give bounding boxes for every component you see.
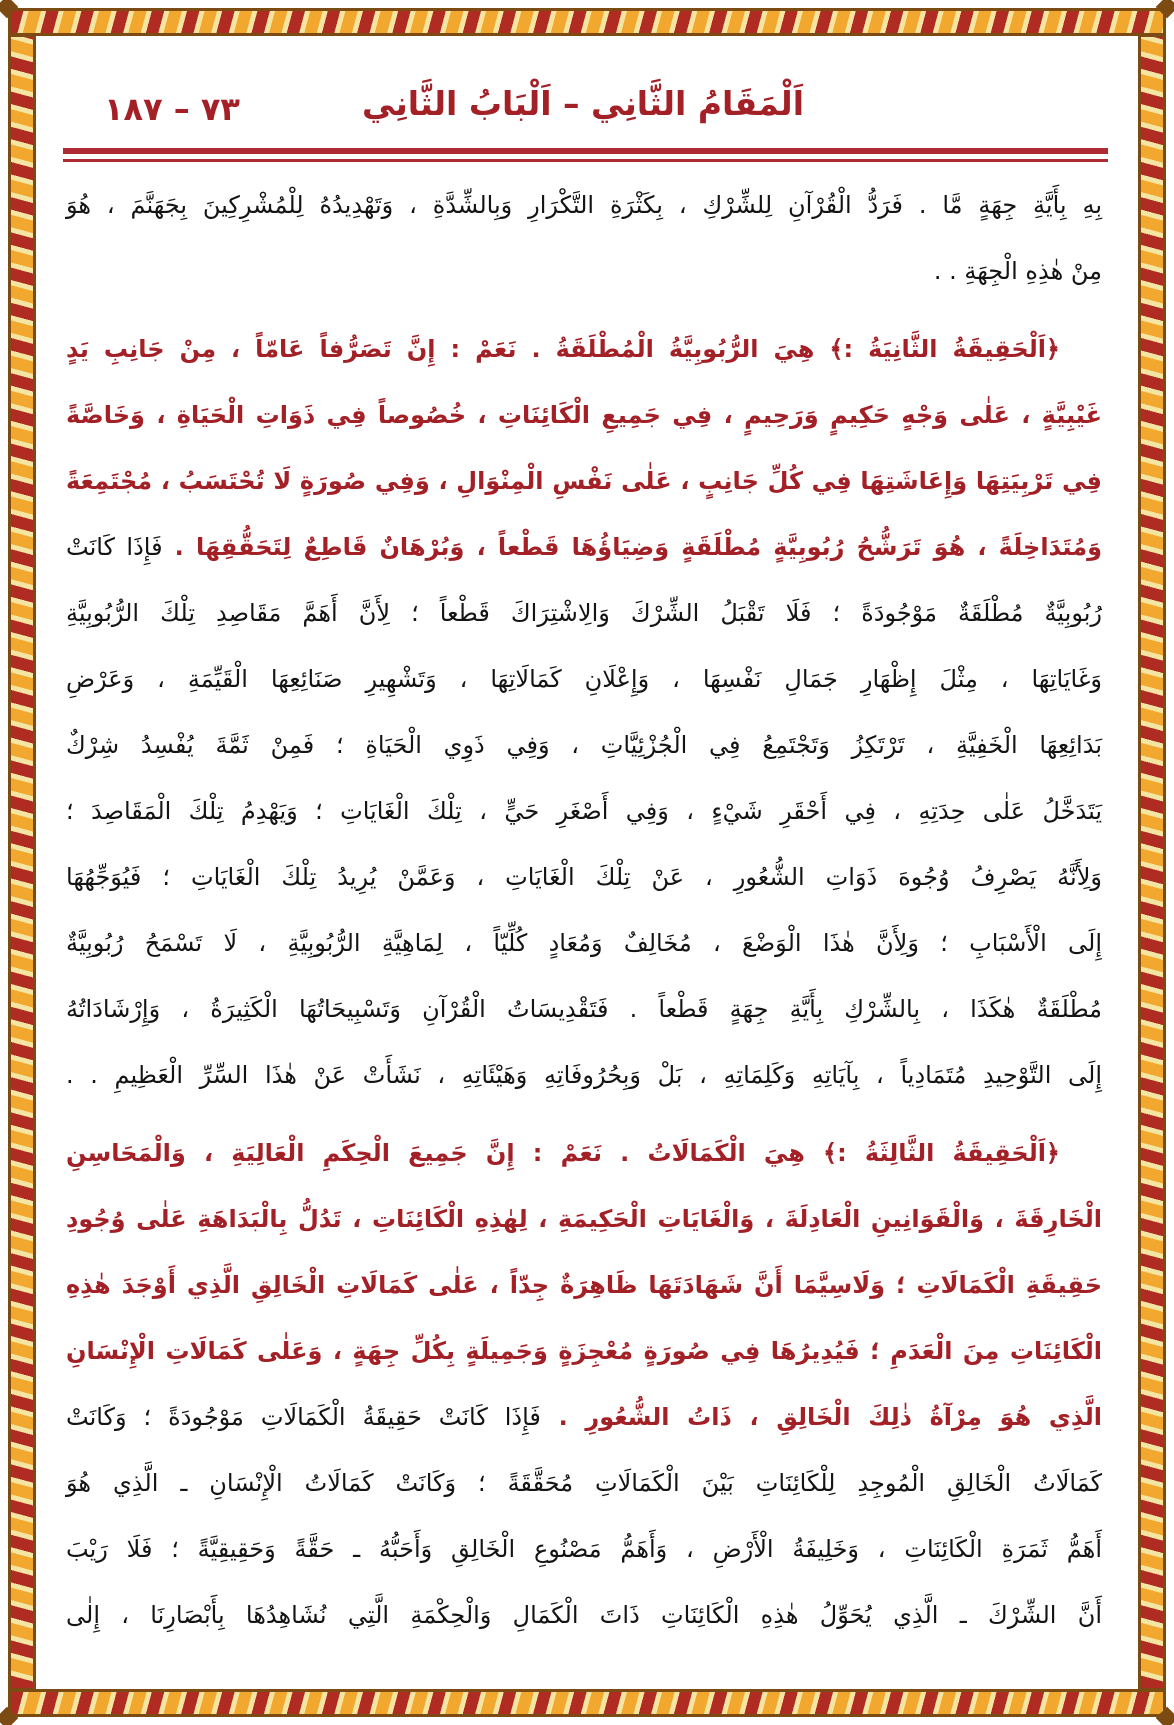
text-line xyxy=(66,448,1102,514)
text-segment-black: يَتَدَخَّلُ عَلٰى حِدَتِهِ ، فِي أَحْقَرِ شَيْءٍ ، وَفِي أَصْغَرِ حَيٍّ ، تِلْكَ الْغَايَاتِ ؛ وَيَهْدِمُ تِلْكَ الْمَقَاصِدَ ؛ xyxy=(66,797,1102,825)
text-line xyxy=(66,778,1102,844)
text-segment-black: وَغَايَاتِهَا ، مِثْلَ إِظْهَارِ جَمَالِ نَفْسِهَا ، وَإِعْلَانِ كَمَالَاتِهَا ، وَتَشْهِيرِ صَنَائِعِهَا الْقَيِّمَةِ ، وَعَرْضِ xyxy=(66,665,1102,693)
text-line xyxy=(66,1252,1102,1318)
text-line xyxy=(66,1582,1102,1648)
text-line xyxy=(66,712,1102,778)
text-segment-red: الَّذِي هُوَ مِرْآةُ ذٰلِكَ الْخَالِقِ ، ذَاتُ الشُّعُورِ . xyxy=(540,1403,1103,1431)
text-segment-black: وَلِأَنَّهُ يَصْرِفُ وُجُوهَ ذَوَاتِ الشُّعُورِ ، عَنْ تِلْكَ الْغَايَاتِ ، وَعَمَّنْ يُرِيدُ تِلْكَ الْغَايَاتِ ؛ فَيُوَجِّهُهَا xyxy=(66,863,1102,891)
text-segment-red: حَقِيقَةِ الْكَمَالَاتِ ؛ وَلَاسِيَّمَا أَنَّ شَهَادَتَهَا ظَاهِرَةٌ جِدّاً ، عَلٰى كَمَالَاتِ الْخَالِقِ الَّذِي أَوْجَدَ هٰذِهِ xyxy=(66,1271,1102,1299)
text-line xyxy=(66,580,1102,646)
text-line xyxy=(66,844,1102,910)
text-line xyxy=(66,1318,1102,1384)
text-segment-black: بِهِ بِأَيَّةِ جِهَةٍ مَّا . فَرَدُّ الْقُرْآنِ لِلشِّرْكِ ، بِكَثْرَةِ التَّكْرَارِ وَبِالشِّدَّةِ ، وَتَهْدِيدُهُ لِلْمُشْرِكِينَ بِجَهَنَّمَ ، هُوَ xyxy=(66,191,1102,219)
text-segment-black: رُبُوبِيَّةٌ مُطْلَقَةٌ مَوْجُودَةً ؛ فَلَا تَقْبَلُ الشِّرْكَ وَالِاشْتِرَاكَ قَطْعاً ؛ لِأَنَّ أَهَمَّ مَقَاصِدِ تِلْكَ الرُّبُوبِيَّةِ xyxy=(66,599,1102,627)
text-segment-black: كَمَالَاتُ الْخَالِقِ الْمُوجِدِ لِلْكَائِنَاتِ بَيْنَ الْكَمَالَاتِ مُحَقَّقَةً ؛ وَكَانَتْ كَمَالَاتُ الْإِنْسَانِ ـ الَّذِي هُوَ xyxy=(66,1469,1102,1497)
text-line xyxy=(66,1120,1102,1186)
ornamental-border-bottom xyxy=(8,1689,1166,1717)
text-line xyxy=(66,646,1102,712)
text-line xyxy=(66,976,1102,1042)
text-segment-black: مِنْ هٰذِهِ الْجِهَةِ . . xyxy=(933,257,1102,285)
page-title: اَلْمَقَامُ الثَّانِي – اَلْبَابُ الثَّانِي xyxy=(361,84,805,123)
header-rule xyxy=(63,148,1108,162)
text-line xyxy=(66,1384,1102,1450)
ornamental-border-top xyxy=(8,8,1166,36)
text-line xyxy=(66,316,1102,382)
text-segment-red: ﴿اَلْحَقِيقَةُ الثَّالِثَةُ :﴾ هِيَ الْكَمَالَاتُ . نَعَمْ : إِنَّ جَمِيعَ الْحِكَمِ الْعَالِيَةِ ، وَالْمَحَاسِنِ xyxy=(66,1139,1060,1167)
text-line xyxy=(66,382,1102,448)
text-segment-red: غَيْبِيَّةٍ ، عَلٰى وَجْهٍ حَكِيمٍ وَرَحِيمٍ ، فِي جَمِيعِ الْكَائِنَاتِ ، خُصُوصاً فِي ذَوَاتِ الْحَيَاةِ ، وَخَاصَّةً xyxy=(66,401,1102,429)
text-segment-red: فِي تَرْبِيَتِهَا وَإِعَاشَتِهَا فِي كُلِّ جَانِبٍ ، عَلٰى نَفْسِ الْمِنْوَالِ ، وَفِي صُورَةٍ لَا تُحْتَسَبُ ، مُجْتَمِعَةً xyxy=(66,467,1102,495)
text-segment-red: الْخَارِقَةَ ، وَالْقَوَانِينِ الْعَادِلَةَ ، وَالْغَايَاتِ الْحَكِيمَةِ ، لِهٰذِهِ الْكَائِنَاتِ ، تَدُلُّ بِالْبَدَاهَةِ عَلٰى وُجُودِ xyxy=(66,1205,1102,1233)
text-segment-black: إِلَى التَّوْحِيدِ مُتَمَادِياً ، بِآيَاتِهِ وَكَلِمَاتِهِ ، بَلْ وَبِحُرُوفَاتِهِ وَهَيْئَاتِهِ ، نَشَأَتْ عَنْ هٰذَا السِّرِّ الْعَظِيمِ . . xyxy=(66,1061,1102,1089)
text-line xyxy=(66,1042,1102,1108)
ornamental-border-right xyxy=(1138,34,1166,1691)
text-line xyxy=(66,514,1102,580)
text-line xyxy=(66,910,1102,976)
text-line xyxy=(66,172,1102,238)
text-segment-black: إِلَى الْأَسْبَابِ ؛ وَلِأَنَّ هٰذَا الْوَضْعَ ، مُخَالِفٌ وَمُعَادٍ كُلِّيّاً ، لِمَاهِيَّةِ الرُّبُوبِيَّةِ ، لَا تَسْمَحُ رُبُوبِيَّةٌ xyxy=(66,929,1102,957)
text-segment-black: أَهَمُّ ثَمَرَةِ الْكَائِنَاتِ ، وَخَلِيفَةُ الْأَرْضِ ، وَأَهَمُّ مَصْنُوعِ الْخَالِقِ وَأَحَبُّهُ ـ حَقَّةً وَحَقِيقِيَّةً ؛ فَلَا رَيْبَ xyxy=(66,1535,1102,1563)
body-text xyxy=(66,172,1102,1648)
text-segment-black: فَإِذَا كَانَتْ xyxy=(66,533,163,561)
text-segment-black: مُطْلَقَةٌ هٰكَذَا ، بِالشِّرْكِ بِأَيَّةِ جِهَةٍ قَطْعاً . فَتَقْدِيسَاتُ الْقُرْآنِ وَتَسْبِيحَاتُهَا الْكَثِيرَةُ ، وَإِرْشَادَاتُهُ xyxy=(66,995,1102,1023)
text-line xyxy=(66,238,1102,304)
text-segment-red: وَمُتَدَاخِلَةً ، هُوَ تَرَشُّحُ رُبُوبِيَّةٍ مُطْلَقَةٍ وَضِيَاؤُهَا قَطْعاً ، وَبُرْهَانٌ قَاطِعٌ لِتَحَقُّقِهَا . xyxy=(162,533,1102,561)
text-segment-red: الْكَائِنَاتِ مِنَ الْعَدَمِ ؛ فَيُدِيرُهَا فِي صُورَةٍ مُعْجِزَةٍ وَجَمِيلَةٍ بِكُلِّ جِهَةٍ ، وَعَلٰى كَمَالَاتِ الْإِنْسَانِ xyxy=(66,1337,1102,1365)
text-segment-black: أَنَّ الشِّرْكَ ـ الَّذِي يُحَوِّلُ هٰذِهِ الْكَائِنَاتِ ذَاتَ الْكَمَالِ وَالْحِكْمَةِ الَّتِي نُشَاهِدُهَا بِأَبْصَارِنَا ، إِلٰى xyxy=(66,1601,1102,1629)
text-line xyxy=(66,1450,1102,1516)
text-line xyxy=(66,1186,1102,1252)
text-line xyxy=(66,1516,1102,1582)
text-segment-black: فَإِذَا كَانَتْ حَقِيقَةُ الْكَمَالَاتِ مَوْجُودَةً ؛ وَكَانَتْ xyxy=(66,1403,541,1431)
ornamental-border-left xyxy=(8,34,36,1691)
page-number: ٧٣ – ١٨٧ xyxy=(104,90,240,128)
text-segment-red: ﴿اَلْحَقِيقَةُ الثَّانِيَةُ :﴾ هِيَ الرُّبُوبِيَّةُ الْمُطْلَقَةُ . نَعَمْ : إِنَّ تَصَرُّفاً عَامّاً ، مِنْ جَانِبِ يَدٍ xyxy=(66,335,1060,363)
text-segment-black: بَدَائِعِهَا الْخَفِيَّةِ ، تَرْتَكِزُ وَتَجْتَمِعُ فِي الْجُزْئِيَّاتِ ، وَفِي ذَوِي الْحَيَاةِ ؛ فَمِنْ ثَمَّةَ يُفْسِدُ شِرْكٌ xyxy=(66,731,1102,759)
